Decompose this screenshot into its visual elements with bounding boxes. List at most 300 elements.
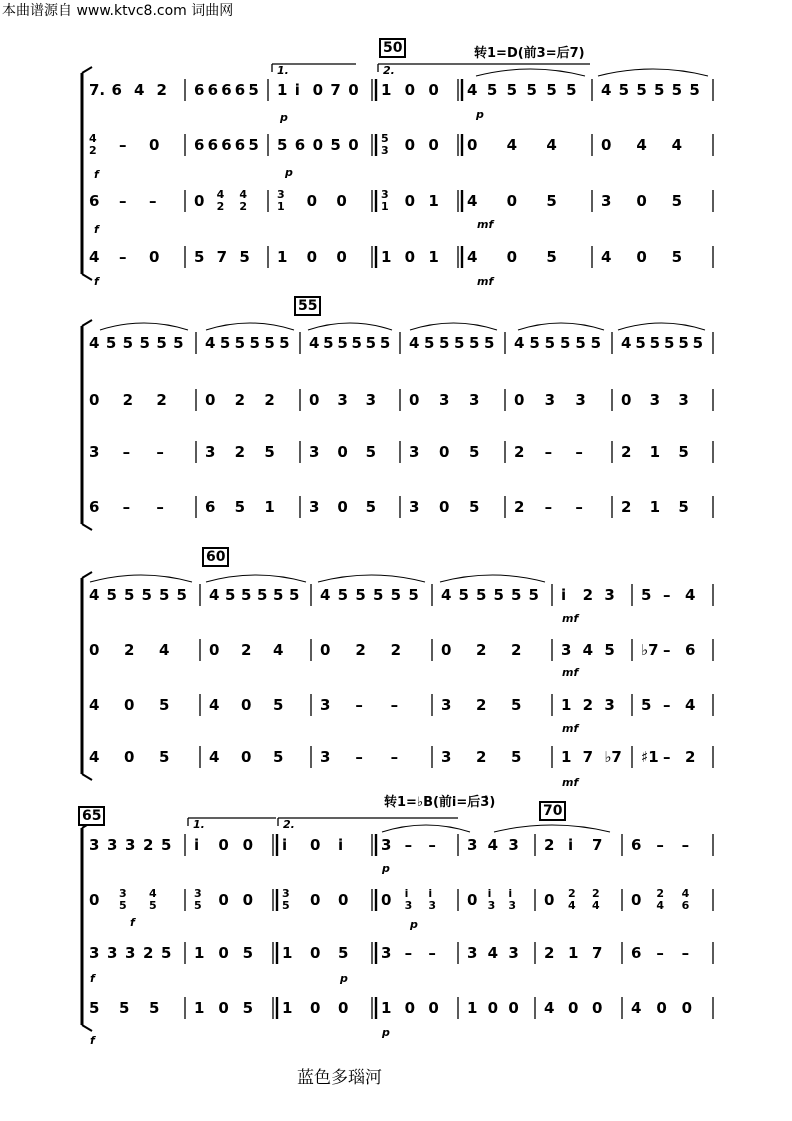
note-number: 3 bbox=[89, 443, 100, 461]
note-number: – bbox=[119, 136, 127, 154]
note-number: 2 bbox=[390, 641, 402, 659]
note-number: 0 bbox=[404, 192, 416, 210]
note-number: 0 bbox=[348, 136, 359, 154]
note-number: 6 bbox=[234, 81, 246, 99]
note-number: 6 bbox=[89, 498, 100, 516]
note-number: 5 bbox=[159, 748, 170, 766]
note-number: 3 bbox=[409, 498, 420, 516]
system-bracket-cap bbox=[82, 524, 92, 530]
volta-label: 1. bbox=[277, 64, 289, 77]
note-number: 4 bbox=[467, 248, 478, 266]
note-number: 3 bbox=[107, 836, 118, 854]
rehearsal-mark-65: 65 bbox=[78, 806, 105, 826]
note-number: – bbox=[663, 696, 671, 714]
note-number: 4 bbox=[671, 136, 683, 154]
note-number: 4 bbox=[89, 334, 100, 352]
note-number: 7 bbox=[592, 944, 603, 962]
note-number: 2 bbox=[124, 641, 135, 659]
note-number: 5 bbox=[454, 334, 465, 352]
note-number: 3 bbox=[320, 696, 331, 714]
note-number: 2 bbox=[143, 836, 154, 854]
note-number-lower: 5 bbox=[194, 899, 202, 912]
note-number: 0 bbox=[312, 81, 324, 99]
note-number: 0 bbox=[441, 641, 452, 659]
note-number: 2 bbox=[582, 696, 594, 714]
note-number: 0 bbox=[631, 891, 642, 909]
note-number: 5 bbox=[689, 81, 700, 99]
note-number: 5 bbox=[365, 498, 377, 516]
dynamic-mark: f bbox=[90, 972, 95, 985]
note-number-upper: 4 bbox=[239, 188, 247, 201]
note-number: 5 bbox=[242, 999, 254, 1017]
slur bbox=[618, 323, 705, 330]
slur bbox=[440, 575, 545, 582]
note-number: i bbox=[338, 836, 344, 854]
rehearsal-mark-55: 55 bbox=[294, 296, 321, 316]
note-number: 0 bbox=[568, 999, 579, 1017]
note-number-upper: 5 bbox=[381, 132, 389, 145]
note-number: 4 bbox=[582, 641, 594, 659]
note-number: 1 bbox=[282, 999, 293, 1017]
rehearsal-mark-70: 70 bbox=[539, 801, 566, 821]
note-number: 0 bbox=[338, 999, 349, 1017]
note-number: 2 bbox=[476, 696, 487, 714]
note-number: 0 bbox=[636, 248, 647, 266]
note-number: 6 bbox=[631, 836, 642, 854]
slur bbox=[494, 825, 610, 832]
note-number: 2 bbox=[685, 748, 696, 766]
note-number: 5 bbox=[273, 748, 284, 766]
note-number: – bbox=[390, 696, 399, 714]
note-number: 5 bbox=[225, 586, 236, 604]
dynamic-mark: f bbox=[130, 916, 135, 929]
note-number-upper: 2 bbox=[656, 887, 664, 900]
note-number: 0 bbox=[306, 192, 318, 210]
note-number: 5 bbox=[649, 334, 661, 352]
note-number: 0 bbox=[89, 891, 100, 909]
note-number: 5 bbox=[156, 334, 167, 352]
note-number-lower: 4 bbox=[592, 899, 600, 912]
note-number: – bbox=[404, 944, 413, 962]
note-number: 6 bbox=[207, 81, 219, 99]
note-number: 4 bbox=[467, 192, 478, 210]
note-number-lower: 2 bbox=[89, 144, 97, 157]
note-number-lower: 3 bbox=[404, 899, 413, 912]
dynamic-mark: p bbox=[340, 972, 348, 985]
dynamic-mark: mf bbox=[477, 218, 494, 231]
note-number: 0 bbox=[218, 891, 229, 909]
note-number: 7 bbox=[592, 836, 603, 854]
note-number: 4 bbox=[487, 944, 499, 962]
note-number: 5 bbox=[273, 696, 284, 714]
note-number: 0 bbox=[337, 498, 348, 516]
note-number: 0 bbox=[592, 999, 603, 1017]
note-number: 5 bbox=[678, 498, 689, 516]
note-number: 3 bbox=[575, 391, 586, 409]
note-number: 6 bbox=[205, 498, 216, 516]
note-number: 3 bbox=[125, 944, 136, 962]
volta-label: 2. bbox=[283, 818, 295, 831]
system-bracket-cap bbox=[82, 572, 92, 578]
note-number: 5 bbox=[560, 334, 571, 352]
note-number: 7 bbox=[216, 248, 228, 266]
dynamic-mark: p bbox=[410, 918, 418, 931]
note-number: 5 bbox=[544, 334, 556, 352]
note-number: 5 bbox=[242, 944, 254, 962]
note-number-upper: 4 bbox=[216, 188, 225, 201]
note-number: – bbox=[575, 498, 583, 516]
note-number: 5 bbox=[279, 334, 290, 352]
note-number: 0 bbox=[124, 748, 135, 766]
note-number: 0 bbox=[404, 81, 416, 99]
system-bracket-cap bbox=[82, 320, 92, 326]
note-number: – bbox=[428, 836, 436, 854]
note-number: 4 bbox=[441, 586, 452, 604]
note-number: 5 bbox=[511, 586, 522, 604]
note-number: 5 bbox=[575, 334, 586, 352]
note-number: 3 bbox=[441, 696, 452, 714]
note-number: 2 bbox=[143, 944, 154, 962]
note-number: – bbox=[681, 836, 690, 854]
note-number: – bbox=[663, 748, 671, 766]
note-number: 5 bbox=[671, 248, 683, 266]
note-number: 3 bbox=[309, 498, 320, 516]
note-number: – bbox=[119, 248, 127, 266]
note-number: 5 bbox=[654, 81, 665, 99]
note-number: 3 bbox=[508, 836, 519, 854]
note-number: 4 bbox=[601, 81, 612, 99]
note-number: 4 bbox=[544, 999, 555, 1017]
note-number: ♭7 bbox=[604, 748, 622, 766]
note-number: 4 bbox=[601, 248, 612, 266]
note-number: 3 bbox=[409, 443, 420, 461]
note-number: 0 bbox=[149, 248, 160, 266]
slur bbox=[598, 69, 708, 76]
note-number: 4 bbox=[159, 641, 170, 659]
note-number: 0 bbox=[487, 999, 499, 1017]
note-number: 3 bbox=[320, 748, 331, 766]
note-number: 2 bbox=[264, 391, 275, 409]
note-number: 5 bbox=[469, 498, 480, 516]
note-number: 1 bbox=[282, 944, 293, 962]
note-number: 2 bbox=[156, 391, 167, 409]
note-number: – bbox=[390, 748, 399, 766]
system-bracket-cap bbox=[82, 1025, 92, 1031]
note-number: 0 bbox=[310, 891, 321, 909]
note-number-lower: 2 bbox=[239, 200, 247, 213]
note-number: 1 bbox=[381, 81, 392, 99]
note-number: 2 bbox=[355, 641, 366, 659]
note-number: 5 bbox=[424, 334, 435, 352]
note-number: 1 bbox=[561, 748, 572, 766]
note-number: 5 bbox=[511, 696, 522, 714]
note-number-lower: 3 bbox=[508, 899, 516, 912]
note-number: 4 bbox=[320, 586, 331, 604]
note-number: 5 bbox=[546, 192, 557, 210]
note-number: 4 bbox=[546, 136, 557, 154]
dynamic-mark: mf bbox=[562, 666, 579, 679]
note-number: 5 bbox=[337, 586, 349, 604]
note-number: 5 bbox=[692, 334, 704, 352]
note-number: 5 bbox=[161, 836, 172, 854]
note-number: 2 bbox=[621, 443, 632, 461]
note-number: 5 bbox=[439, 334, 450, 352]
note-number: 0 bbox=[439, 443, 450, 461]
note-number-upper: 3 bbox=[381, 188, 389, 201]
note-number-upper: 3 bbox=[277, 188, 285, 201]
note-number: 5 bbox=[234, 334, 246, 352]
note-number: 5 bbox=[355, 586, 366, 604]
note-number-upper: 3 bbox=[194, 887, 202, 900]
note-number: 7. bbox=[89, 81, 106, 99]
note-number: 2 bbox=[234, 443, 246, 461]
slur bbox=[318, 575, 425, 582]
note-number: 5 bbox=[546, 81, 557, 99]
note-number: 5 bbox=[106, 586, 117, 604]
note-number-lower: 1 bbox=[381, 200, 389, 213]
note-number: 3 bbox=[89, 836, 100, 854]
note-number: 5 bbox=[159, 696, 170, 714]
note-number: 0 bbox=[310, 999, 321, 1017]
slur bbox=[410, 323, 497, 330]
dynamic-mark: p bbox=[382, 1026, 390, 1039]
note-number: i bbox=[282, 836, 288, 854]
note-number: 1 bbox=[277, 81, 288, 99]
note-number: 0 bbox=[428, 999, 439, 1017]
note-number: 5 bbox=[234, 498, 246, 516]
system-bracket-cap bbox=[82, 67, 92, 73]
note-number: 2 bbox=[582, 586, 594, 604]
note-number: 2 bbox=[122, 391, 134, 409]
note-number: 0 bbox=[428, 136, 439, 154]
note-number: 4 bbox=[631, 999, 642, 1017]
note-number: 5 bbox=[528, 586, 539, 604]
note-number: 0 bbox=[508, 999, 519, 1017]
dynamic-mark: mf bbox=[562, 612, 579, 625]
note-number: 5 bbox=[641, 586, 652, 604]
note-number-upper: 4 bbox=[149, 887, 157, 900]
note-number: 4 bbox=[89, 696, 100, 714]
note-number: 2 bbox=[234, 391, 246, 409]
note-number: 2 bbox=[476, 641, 487, 659]
note-number: 3 bbox=[381, 836, 392, 854]
note-number: 1 bbox=[649, 443, 661, 461]
note-number: 4 bbox=[273, 641, 284, 659]
note-number: i bbox=[561, 586, 567, 604]
note-number: 0 bbox=[336, 192, 347, 210]
note-number-lower: 1 bbox=[277, 200, 285, 213]
note-number: 0 bbox=[404, 999, 416, 1017]
note-number: 6 bbox=[294, 136, 306, 154]
note-number: 5 bbox=[506, 81, 518, 99]
note-number: 5 bbox=[678, 443, 689, 461]
note-number: 0 bbox=[194, 192, 205, 210]
note-number: 5 bbox=[476, 586, 487, 604]
note-number: 3 bbox=[601, 192, 612, 210]
note-number: 5 bbox=[249, 334, 260, 352]
dynamic-mark: p bbox=[285, 166, 293, 179]
note-number: 5 bbox=[484, 334, 495, 352]
note-number: 3 bbox=[337, 391, 348, 409]
note-number: – bbox=[156, 443, 164, 461]
dynamic-mark: f bbox=[94, 223, 99, 236]
note-number: ♯1 bbox=[641, 748, 659, 766]
note-number: ♭7 bbox=[641, 641, 659, 659]
note-number: 0 bbox=[506, 248, 518, 266]
note-number: 5 bbox=[194, 248, 205, 266]
note-number-lower: 6 bbox=[681, 899, 690, 912]
note-number: 0 bbox=[309, 391, 320, 409]
note-number: 5 bbox=[248, 136, 259, 154]
note-number: 0 bbox=[124, 696, 135, 714]
note-number: 4 bbox=[621, 334, 632, 352]
note-number: 0 bbox=[336, 248, 347, 266]
note-number: 1 bbox=[277, 248, 288, 266]
note-number: 2 bbox=[241, 641, 252, 659]
note-number: 3 bbox=[467, 944, 478, 962]
slur bbox=[100, 323, 188, 330]
note-number: 6 bbox=[631, 944, 642, 962]
note-number-upper: i bbox=[428, 887, 433, 900]
note-number: 5 bbox=[337, 334, 348, 352]
volta-label: 1. bbox=[193, 818, 205, 831]
note-number: 3 bbox=[89, 944, 100, 962]
note-number: 4 bbox=[467, 81, 478, 99]
rehearsal-mark-50: 50 bbox=[379, 38, 406, 58]
note-number: – bbox=[122, 498, 131, 516]
note-number: 0 bbox=[89, 391, 100, 409]
note-number: 1 bbox=[561, 696, 572, 714]
note-number: 0 bbox=[381, 891, 392, 909]
note-number: – bbox=[355, 748, 363, 766]
note-number: 5 bbox=[273, 586, 284, 604]
note-number: 2 bbox=[514, 498, 525, 516]
note-number: 7 bbox=[330, 81, 341, 99]
note-number: – bbox=[428, 944, 436, 962]
note-number: 5 bbox=[173, 334, 184, 352]
note-number: 5 bbox=[248, 81, 259, 99]
note-number: 5 bbox=[149, 999, 160, 1017]
note-number: i bbox=[294, 81, 300, 99]
slur bbox=[206, 323, 294, 330]
note-number: 5 bbox=[590, 334, 602, 352]
note-number: 3 bbox=[309, 443, 320, 461]
note-number: 4 bbox=[309, 334, 320, 352]
note-number: 5 bbox=[408, 586, 419, 604]
note-number: 1 bbox=[568, 944, 579, 962]
note-number: 3 bbox=[649, 391, 661, 409]
note-number: 4 bbox=[209, 748, 220, 766]
note-number: 0 bbox=[656, 999, 667, 1017]
note-number: 5 bbox=[511, 748, 522, 766]
note-number: 2 bbox=[621, 498, 632, 516]
note-number: 3 bbox=[381, 944, 392, 962]
note-number: 3 bbox=[125, 836, 136, 854]
note-number: 3 bbox=[205, 443, 216, 461]
note-number: 4 bbox=[685, 586, 696, 604]
note-number: 0 bbox=[242, 891, 254, 909]
note-number: 6 bbox=[234, 136, 246, 154]
note-number: 5 bbox=[546, 248, 557, 266]
note-number: 5 bbox=[323, 334, 334, 352]
note-number: 5 bbox=[241, 586, 252, 604]
note-number: 5 bbox=[458, 586, 469, 604]
note-number: 3 bbox=[604, 696, 615, 714]
note-number: 3 bbox=[544, 391, 556, 409]
note-number: 0 bbox=[409, 391, 420, 409]
dynamic-mark: f bbox=[94, 168, 99, 181]
note-number: – bbox=[656, 944, 664, 962]
note-number: 5 bbox=[176, 586, 187, 604]
note-number: 5 bbox=[529, 334, 540, 352]
note-number: 6 bbox=[89, 192, 100, 210]
note-number: 0 bbox=[514, 391, 525, 409]
note-number: 5 bbox=[219, 334, 231, 352]
note-number: 5 bbox=[264, 334, 275, 352]
note-number: 6 bbox=[207, 136, 219, 154]
note-number: 2 bbox=[514, 443, 525, 461]
note-number: 4 bbox=[514, 334, 525, 352]
note-number: 2 bbox=[156, 81, 167, 99]
note-number-lower: 3 bbox=[428, 899, 436, 912]
note-number: – bbox=[122, 443, 131, 461]
note-number: 3 bbox=[561, 641, 572, 659]
note-number: – bbox=[119, 192, 127, 210]
note-number-upper: 3 bbox=[119, 887, 127, 900]
note-number: 5 bbox=[390, 586, 402, 604]
note-number: 5 bbox=[257, 586, 268, 604]
note-number: 1 bbox=[381, 999, 392, 1017]
note-number: 4 bbox=[487, 836, 499, 854]
note-number: 5 bbox=[486, 81, 498, 99]
note-number: 6 bbox=[111, 81, 122, 99]
note-number: 5 bbox=[330, 136, 341, 154]
note-number: 6 bbox=[221, 136, 232, 154]
note-number-lower: 5 bbox=[282, 899, 290, 912]
dynamic-mark: mf bbox=[562, 722, 579, 735]
note-number: 0 bbox=[601, 136, 612, 154]
note-number: 5 bbox=[139, 334, 150, 352]
note-number: 1 bbox=[264, 498, 275, 516]
note-number: 5 bbox=[141, 586, 152, 604]
note-number: 4 bbox=[209, 586, 220, 604]
note-number: 0 bbox=[209, 641, 220, 659]
note-number: 4 bbox=[506, 136, 518, 154]
note-number: 2 bbox=[544, 836, 555, 854]
key-change-d: 转1=D(前3=后7) bbox=[474, 46, 585, 61]
note-number-upper: 2 bbox=[592, 887, 600, 900]
slur bbox=[308, 323, 392, 330]
note-number: 0 bbox=[338, 891, 349, 909]
note-number-upper: i bbox=[404, 887, 409, 900]
note-number: 3 bbox=[107, 944, 118, 962]
note-number: 1 bbox=[428, 248, 439, 266]
note-number: – bbox=[149, 192, 157, 210]
watermark-text: 本曲谱源自 www.ktvc8.com 词曲网 bbox=[2, 3, 234, 19]
note-number: – bbox=[663, 586, 671, 604]
dynamic-mark: mf bbox=[562, 776, 579, 789]
note-number: – bbox=[355, 696, 363, 714]
note-number: 0 bbox=[544, 891, 555, 909]
note-number: 5 bbox=[526, 81, 537, 99]
note-number: 5 bbox=[379, 334, 391, 352]
note-number: 1 bbox=[428, 192, 439, 210]
note-number-lower: 5 bbox=[119, 899, 127, 912]
note-number: 5 bbox=[338, 944, 349, 962]
note-number: 0 bbox=[241, 696, 252, 714]
note-number: 7 bbox=[582, 748, 594, 766]
note-number-lower: 4 bbox=[568, 899, 576, 912]
